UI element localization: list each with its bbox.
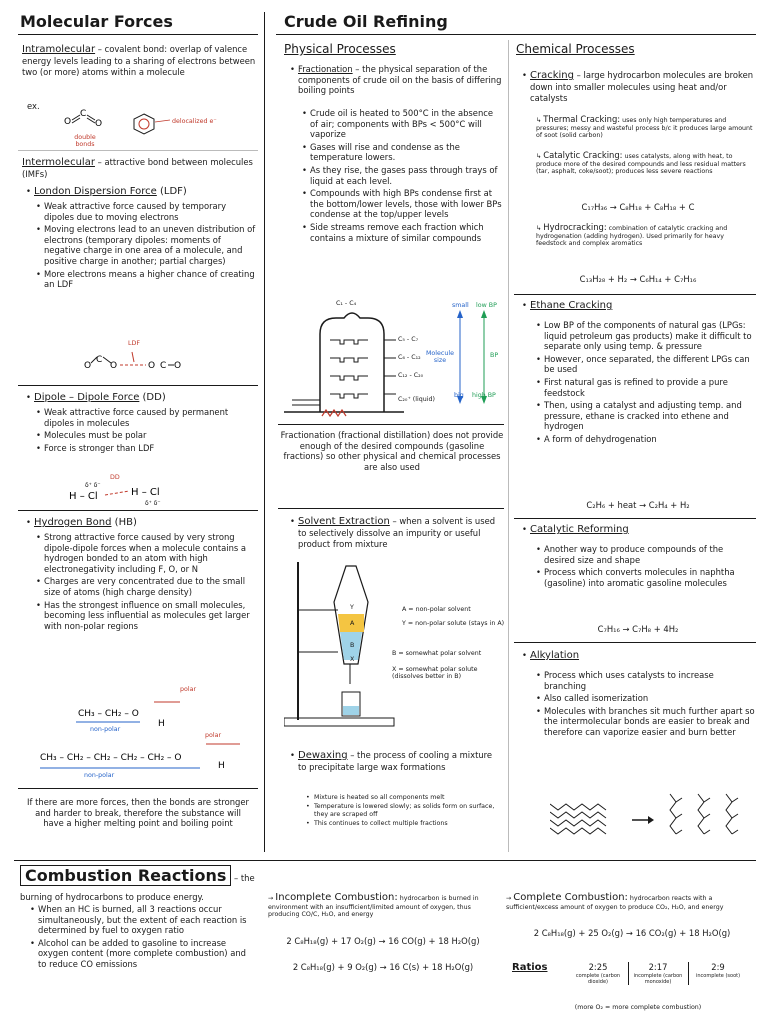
frac-point-5: • Side streams remove each fraction which contains a mixture of similar compounds bbox=[302, 222, 502, 243]
dipole-diagram bbox=[65, 473, 205, 507]
cracking-equation: C₁₇H₃₆ → C₈H₁₈ + C₈H₁₈ + C bbox=[581, 202, 695, 212]
reform-point-1: • Another way to produce compounds of the desired size and shape bbox=[536, 544, 756, 565]
column-divider bbox=[264, 12, 265, 852]
svg-text:H – Cl: H – Cl bbox=[69, 491, 98, 502]
svg-text:CH₃ – CH₂ – CH₂ – CH₂ – CH₂ –: CH₃ – CH₂ – CH₂ – CH₂ – CH₂ – O bbox=[40, 753, 182, 763]
dd-point-3: • Force is stronger than LDF bbox=[36, 443, 258, 454]
solvent-b-label: B = somewhat polar solvent bbox=[392, 650, 482, 657]
fractionation-definition: • Fractionation – the physical separation of the components of crude oil on the basis of differing boiling points bbox=[290, 64, 502, 96]
dewax-point-1: • Mixture is heated so all components melt bbox=[306, 794, 502, 801]
solute-y-label: Y = non-polar solute (stays in A) bbox=[402, 620, 505, 627]
reforming-equation: C₇H₁₆ → C₇H₈ + 4H₂ bbox=[597, 624, 679, 634]
ratio-complete: 2:25 complete (carbon dioxide) bbox=[568, 962, 629, 985]
svg-text:H: H bbox=[158, 719, 165, 729]
hydrogen-bond-section bbox=[26, 517, 258, 633]
alk-point-2: • Also called isomerization bbox=[536, 693, 756, 704]
alk-point-1: • Process which uses catalysts to increase branching bbox=[536, 670, 756, 691]
small-label: small bbox=[452, 302, 469, 309]
molecule-size-label: Molecule size bbox=[426, 350, 454, 365]
polar-label-2: polar bbox=[205, 732, 222, 739]
polar-label-1: polar bbox=[180, 686, 197, 693]
dd-diagram-label: DD bbox=[110, 474, 120, 481]
divider bbox=[278, 424, 504, 425]
crude-oil-title: Crude Oil Refining bbox=[284, 12, 448, 31]
ldf-heading: • London Dispersion Force (LDF) bbox=[26, 186, 258, 198]
solvent-extraction-definition: • Solvent Extraction – when a solvent is used to selectively dissolve an impurity or useful product from mixture bbox=[290, 516, 502, 549]
fraction-label-c1: C₁ - C₄ bbox=[336, 300, 357, 307]
dd-point-1: • Weak attractive force caused by permanent dipoles in molecules bbox=[36, 407, 258, 428]
dd-point-2: • Molecules must be polar bbox=[36, 430, 258, 441]
svg-text:CH₃ – CH₂ – O: CH₃ – CH₂ – O bbox=[78, 709, 139, 719]
combustion-points bbox=[30, 904, 256, 972]
molecular-forces-title: Molecular Forces bbox=[20, 12, 173, 31]
divider bbox=[18, 788, 258, 789]
divider bbox=[278, 508, 504, 509]
ratios-title: Ratios bbox=[512, 962, 548, 973]
alkylation-points bbox=[536, 670, 756, 740]
frac-point-4: • Compounds with high BPs condense first at the bottom/lower levels, those with lower BPs condense at the top/upper levels bbox=[302, 188, 502, 220]
solvent-a-label: A = non-polar solvent bbox=[402, 606, 471, 613]
divider bbox=[514, 642, 756, 643]
ethane-cracking-points bbox=[536, 320, 756, 447]
svg-text:O: O bbox=[84, 361, 92, 371]
hb-point-2: • Charges are very concentrated due to the small size of atoms (high charge density) bbox=[36, 576, 258, 597]
dewaxing-points bbox=[306, 794, 502, 830]
funnel-label-b: B bbox=[350, 642, 355, 649]
combustion-point-2: • Alcohol can be added to gasoline to increase oxygen content (more complete combustion) and to reduce CO emissions bbox=[30, 938, 256, 970]
delocalized-label: delocalized e⁻ bbox=[172, 118, 217, 125]
svg-text:H: H bbox=[218, 761, 225, 771]
divider bbox=[18, 150, 258, 151]
frac-point-2: • Gases will rise and condense as the temperature lowers. bbox=[302, 142, 502, 163]
fractionation-points bbox=[302, 108, 502, 245]
hydrocracking-equation: C₁₃H₂₈ + H₂ → C₆H₁₄ + C₇H₁₆ bbox=[579, 274, 697, 284]
funnel-label-y: Y bbox=[350, 604, 354, 611]
alkylation-diagram bbox=[550, 790, 750, 850]
ratios-note: (more O₂ = more complete combustion) bbox=[574, 1004, 702, 1011]
incomplete-equation-2: 2 C₈H₁₈(g) + 9 O₂(g) → 16 C(s) + 18 H₂O(g) bbox=[292, 962, 474, 972]
ethane-cracking-heading: • Ethane Cracking bbox=[522, 300, 754, 312]
nonpolar-label-1: non-polar bbox=[90, 726, 121, 733]
svg-text:O: O bbox=[64, 117, 72, 127]
divider bbox=[514, 518, 756, 519]
ratio-incomplete-co: 2:17 incomplete (carbon monoxide) bbox=[628, 962, 689, 985]
catalytic-reforming-heading: • Catalytic Reforming bbox=[522, 524, 754, 536]
ldf-section bbox=[26, 186, 258, 292]
ldf-diagram-label: LDF bbox=[128, 340, 140, 347]
svg-text:O: O bbox=[174, 361, 182, 371]
hydrogen-bond-diagram bbox=[40, 692, 260, 784]
dipole-section bbox=[26, 392, 258, 455]
divider bbox=[14, 860, 756, 861]
frac-point-1: • Crude oil is heated to 500°C in the absence of air; components with BPs < 500°C will vaporize bbox=[302, 108, 502, 140]
funnel-label-a: A bbox=[350, 620, 355, 627]
alkylation-heading: • Alkylation bbox=[522, 650, 754, 662]
svg-text:C: C bbox=[160, 361, 167, 371]
ldf-point-2: • Moving electrons lead to an uneven distribution of electrons (temporary dipoles: moments of negative charge in one area of a molecule, and positive charge in another; partial charges) bbox=[36, 224, 258, 266]
ethane-point-5: • A form of dehydrogenation bbox=[536, 434, 756, 445]
thermal-cracking: ↳ Thermal Cracking: uses only high temperatures and pressures; messy and wasteful process b/c it produces large amount of soot (solid carbon) bbox=[536, 114, 753, 139]
example-label: ex. bbox=[27, 101, 40, 111]
alk-point-3: • Molecules with branches sit much further apart so the intermolecular bonds are easier to break and therefore can vaporize easier and burn better bbox=[536, 706, 756, 738]
divider bbox=[18, 34, 258, 35]
divider bbox=[18, 385, 258, 386]
hb-point-3: • Has the strongest influence on small molecules, becoming less influential as molecules get larger with non-polar regions bbox=[36, 600, 258, 632]
double-bond-label: double bonds bbox=[74, 134, 96, 149]
hydrocracking: ↳ Hydrocracking: combination of catalytic cracking and hydrogenation (adding hydrogen). Used primarily for heavy feedstock and complex aromatics bbox=[536, 222, 728, 247]
fractionation-column-diagram bbox=[284, 300, 504, 418]
svg-text:O: O bbox=[110, 361, 118, 371]
fraction-label-c2: C₅ - C₇ bbox=[398, 336, 419, 343]
combustion-heading: Combustion Reactions – the burning of hydrocarbons to produce energy. bbox=[20, 866, 255, 902]
physical-processes-title: Physical Processes bbox=[284, 42, 396, 56]
column-divider bbox=[508, 40, 509, 852]
complete-combustion: → Complete Combustion: hydrocarbon reacts with a sufficient/excess amount of oxygen to produce CO₂, H₂O, and energy bbox=[506, 892, 724, 911]
divider bbox=[18, 510, 258, 511]
reform-point-2: • Process which converts molecules in naphtha (gasoline) into aromatic gasoline molecules bbox=[536, 567, 756, 588]
svg-text:δ⁺ δ⁻: δ⁺ δ⁻ bbox=[85, 482, 101, 489]
ldf-diagram bbox=[82, 338, 202, 378]
solute-x-label: X = somewhat polar solute (dissolves better in B) bbox=[392, 666, 478, 681]
dipole-heading: • Dipole – Dipole Force (DD) bbox=[26, 392, 258, 404]
cracking-definition: • Cracking – large hydrocarbon molecules are broken down into smaller molecules using heat and/or catalysts bbox=[522, 70, 754, 103]
fractionation-note: Fractionation (fractional distillation) does not provide enough of the desired compounds (gasoline fractions) so other physical and chemical processes are also used bbox=[280, 430, 504, 472]
big-label: big bbox=[454, 392, 464, 399]
incomplete-combustion: → Incomplete Combustion: hydrocarbon is burned in environment with an insufficient/limited amount of oxygen, thus producing CO/C, H₂O, and energy bbox=[268, 892, 479, 919]
frac-point-3: • As they rise, the gases pass through trays of liquid at each level. bbox=[302, 165, 502, 186]
ethane-point-3: • First natural gas is refined to provide a pure feedstock bbox=[536, 377, 756, 398]
ethane-point-1: • Low BP of the components of natural gas (LPGs: liquid petroleum gas products) make it difficult to separate only using temp. & pressure bbox=[536, 320, 756, 352]
hb-point-1: • Strong attractive force caused by very strong dipole-dipole forces when a molecule contains a hydrogen bonded to an atom with high electronegativity including F, O, or N bbox=[36, 532, 258, 574]
catalytic-reforming-points bbox=[536, 544, 756, 590]
svg-text:C: C bbox=[96, 355, 103, 365]
intramolecular-definition: Intramolecular – covalent bond: overlap of valence energy levels leading to a sharing of electrons between two (or more) atoms within a molecule bbox=[22, 44, 256, 77]
hb-heading: • Hydrogen Bond (HB) bbox=[26, 517, 258, 529]
high-bp-label: high BP bbox=[472, 392, 496, 399]
bp-label: BP bbox=[490, 352, 499, 359]
svg-text:O: O bbox=[148, 361, 156, 371]
complete-equation: 2 C₈H₁₈(g) + 25 O₂(g) → 16 CO₂(g) + 18 H₂O(g) bbox=[533, 928, 731, 938]
ethane-point-2: • However, once separated, the different LPGs can be used bbox=[536, 354, 756, 375]
ethane-point-4: • Then, using a catalyst and adjusting temp. and pressure, ethane is cracked into ethene and hydrogen bbox=[536, 400, 756, 432]
combustion-point-1: • When an HC is burned, all 3 reactions occur simultaneously, but the extent of each reaction is determined by fuel to oxygen ratio bbox=[30, 904, 256, 936]
intermolecular-definition: Intermolecular – attractive bond between molecules (IMFs) bbox=[22, 157, 253, 179]
svg-text:O: O bbox=[95, 119, 103, 129]
ldf-point-1: • Weak attractive force caused by temporary dipoles due to moving electrons bbox=[36, 201, 258, 222]
ratio-incomplete-soot: 2:9 incomplete (soot) bbox=[695, 962, 741, 979]
forces-summary: If there are more forces, then the bonds are stronger and harder to break, therefore the substance will have a higher melting point and boiling point bbox=[27, 797, 249, 829]
low-bp-label: low BP bbox=[476, 302, 497, 309]
dewaxing-definition: • Dewaxing – the process of cooling a mixture to precipitate large wax formations bbox=[290, 750, 502, 773]
chemical-processes-title: Chemical Processes bbox=[516, 42, 635, 56]
fraction-label-c4: C₁₂ - C₂₀ bbox=[398, 372, 424, 379]
incomplete-equation-1: 2 C₈H₁₈(g) + 17 O₂(g) → 16 CO(g) + 18 H₂O(g) bbox=[286, 936, 480, 946]
nonpolar-label-2: non-polar bbox=[84, 772, 115, 779]
divider bbox=[514, 294, 756, 295]
ratios-box bbox=[510, 958, 758, 998]
catalytic-cracking: ↳ Catalytic Cracking: uses catalysts, along with heat, to produce more of the desired compounds and less residual matters (tar, asphalt, coke/soot); produces less severe reactions bbox=[536, 150, 746, 175]
svg-text:C: C bbox=[80, 109, 87, 119]
fraction-label-c3: C₆ - C₁₂ bbox=[398, 354, 421, 361]
dewax-point-2: • Temperature is lowered slowly; as solids form on surface, they are scraped off bbox=[306, 803, 502, 818]
fraction-label-c5: C₂₀⁺ (liquid) bbox=[398, 396, 435, 403]
ldf-point-3: • More electrons means a higher chance of creating an LDF bbox=[36, 269, 258, 290]
divider bbox=[276, 34, 756, 35]
funnel-label-x: X bbox=[350, 656, 355, 663]
dewax-point-3: • This continues to collect multiple fractions bbox=[306, 820, 502, 827]
svg-text:H – Cl: H – Cl bbox=[131, 487, 160, 498]
ethane-equation: C₂H₆ + heat → C₂H₄ + H₂ bbox=[586, 500, 690, 510]
separatory-funnel-diagram bbox=[284, 552, 404, 732]
svg-text:δ⁺ δ⁻: δ⁺ δ⁻ bbox=[145, 500, 161, 507]
